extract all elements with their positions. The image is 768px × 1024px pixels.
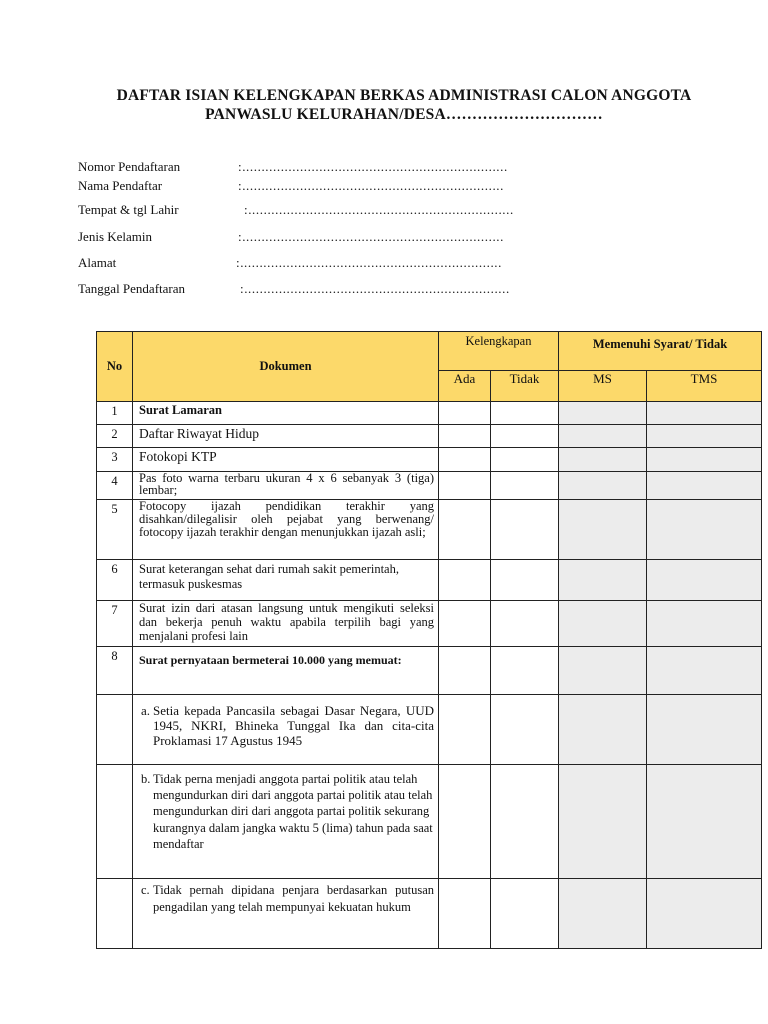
row-document: Surat izin dari atasan langsung untuk mengikuti seleksi dan bekerja penuh waktu apabila terpilih bagi yang menjalani profesi lain	[133, 601, 439, 647]
subitem-text: Setia kepada Pancasila sebagai Dasar Negara, UUD 1945, NKRI, Bhineka Tunggal Ika dan cita-cita Proklamasi 17 Agustus 1945	[153, 703, 434, 748]
row-number: 4	[97, 472, 133, 500]
cell-tms	[647, 695, 762, 765]
checkbox-ada[interactable]	[439, 647, 491, 695]
cell-tms	[647, 472, 762, 500]
cell-tms	[647, 425, 762, 448]
row-number: 8	[97, 647, 133, 695]
field-label: Tanggal Pendaftaran	[78, 281, 186, 296]
table-row	[97, 402, 762, 425]
cell-ms	[559, 601, 647, 647]
table-row	[97, 560, 762, 601]
checkbox-ada[interactable]	[439, 560, 491, 601]
checkbox-tidak[interactable]	[491, 765, 559, 879]
checkbox-tidak[interactable]	[491, 425, 559, 448]
table-row	[97, 695, 762, 765]
table-row	[97, 472, 762, 500]
checkbox-tidak[interactable]	[491, 500, 559, 560]
subitem-text: Tidak perna menjadi anggota partai politik atau telah mengundurkan diri dari anggota partai politik atau telah mengundurkan diri dari anggota partai politik sekurang kurangnya dalam jangka waktu 5 (lima) tahun pada saat mendaftar	[153, 772, 433, 851]
checkbox-ada[interactable]	[439, 472, 491, 500]
cell-tms	[647, 879, 762, 949]
row-number: 3	[97, 448, 133, 472]
table-row	[97, 425, 762, 448]
row-document: Daftar Riwayat Hidup	[133, 425, 439, 448]
row-number-empty	[97, 765, 133, 879]
cell-ms	[559, 560, 647, 601]
checkbox-ada[interactable]	[439, 448, 491, 472]
table-row	[97, 448, 762, 472]
checkbox-ada[interactable]	[439, 879, 491, 949]
field-label: Nomor Pendaftaran	[78, 159, 181, 174]
field-label: Tempat & tgl Lahir	[78, 202, 179, 217]
checkbox-tidak[interactable]	[491, 647, 559, 695]
field-fill-line: :.....................................................................	[238, 159, 508, 174]
cell-tms	[647, 500, 762, 560]
row-number-empty	[97, 695, 133, 765]
checkbox-ada[interactable]	[439, 765, 491, 879]
header-no: No	[97, 332, 133, 402]
cell-ms	[559, 472, 647, 500]
table-row	[97, 500, 762, 560]
row-number-empty	[97, 879, 133, 949]
row-number: 5	[97, 500, 133, 560]
field-label: Nama Pendaftar	[78, 178, 163, 193]
header-memenuhi-syarat: Memenuhi Syarat/ Tidak	[559, 332, 762, 371]
table-row	[97, 601, 762, 647]
row-number: 2	[97, 425, 133, 448]
cell-ms	[559, 765, 647, 879]
checkbox-tidak[interactable]	[491, 601, 559, 647]
cell-tms	[647, 601, 762, 647]
row-document: Fotocopy ijazah pendidikan terakhir yang disahkan/dilegalisir oleh pejabat yang berwenang/ fotocopy ijazah terakhir dengan menunjukkan ijazah asli;	[133, 500, 439, 560]
row-subitem	[133, 695, 439, 765]
cell-tms	[647, 402, 762, 425]
checkbox-ada[interactable]	[439, 601, 491, 647]
cell-ms	[559, 402, 647, 425]
field-fill-line: :....................................................................	[238, 229, 505, 244]
header-tidak: Tidak	[491, 371, 559, 402]
field-fill-line: :.....................................................................	[240, 281, 510, 296]
checkbox-tidak[interactable]	[491, 448, 559, 472]
cell-tms	[647, 647, 762, 695]
checkbox-ada[interactable]	[439, 500, 491, 560]
subitem-marker: c.	[141, 883, 150, 897]
header-ms: MS	[559, 371, 647, 402]
checkbox-ada[interactable]	[439, 425, 491, 448]
checkbox-tidak[interactable]	[491, 560, 559, 601]
table-row	[97, 647, 762, 695]
row-document: Surat Lamaran	[133, 402, 439, 425]
row-number: 6	[97, 560, 133, 601]
cell-ms	[559, 500, 647, 560]
document-title-line2: PANWASLU KELURAHAN/DESA…………………………	[205, 106, 603, 123]
cell-ms	[559, 695, 647, 765]
document-checklist-table	[96, 331, 762, 949]
cell-ms	[559, 879, 647, 949]
cell-ms	[559, 448, 647, 472]
checkbox-ada[interactable]	[439, 402, 491, 425]
field-fill-line: :....................................................................	[238, 178, 505, 193]
header-tms: TMS	[647, 371, 762, 402]
checkbox-tidak[interactable]	[491, 879, 559, 949]
row-document: Surat pernyataan bermeterai 10.000 yang memuat:	[133, 647, 439, 695]
cell-tms	[647, 765, 762, 879]
row-document: Pas foto warna terbaru ukuran 4 x 6 sebanyak 3 (tiga) lembar;	[133, 472, 439, 500]
row-number: 1	[97, 402, 133, 425]
checkbox-tidak[interactable]	[491, 402, 559, 425]
header-dokumen: Dokumen	[133, 332, 439, 402]
header-kelengkapan: Kelengkapan	[439, 332, 559, 371]
checkbox-tidak[interactable]	[491, 472, 559, 500]
subitem-text: Tidak pernah dipidana penjara berdasarkan putusan pengadilan yang telah mempunyai kekuatan hukum	[153, 883, 434, 914]
row-number: 7	[97, 601, 133, 647]
field-fill-line: :.....................................................................	[244, 202, 514, 217]
row-document: Surat keterangan sehat dari rumah sakit pemerintah, termasuk puskesmas	[133, 560, 439, 601]
cell-tms	[647, 448, 762, 472]
subitem-marker: b.	[141, 772, 151, 786]
cell-tms	[647, 560, 762, 601]
table-row	[97, 765, 762, 879]
header-ada: Ada	[439, 371, 491, 402]
checkbox-tidak[interactable]	[491, 695, 559, 765]
subitem-marker: a.	[141, 703, 151, 718]
cell-ms	[559, 647, 647, 695]
field-fill-line: :....................................................................	[236, 255, 503, 270]
cell-ms	[559, 425, 647, 448]
field-label: Alamat	[78, 255, 117, 270]
field-label: Jenis Kelamin	[78, 229, 153, 244]
document-title-line1: DAFTAR ISIAN KELENGKAPAN BERKAS ADMINISTRASI CALON ANGGOTA	[116, 87, 692, 104]
row-document: Fotokopi KTP	[133, 448, 439, 472]
checkbox-ada[interactable]	[439, 695, 491, 765]
row-subitem	[133, 879, 439, 949]
table-row	[97, 879, 762, 949]
row-subitem	[133, 765, 439, 879]
